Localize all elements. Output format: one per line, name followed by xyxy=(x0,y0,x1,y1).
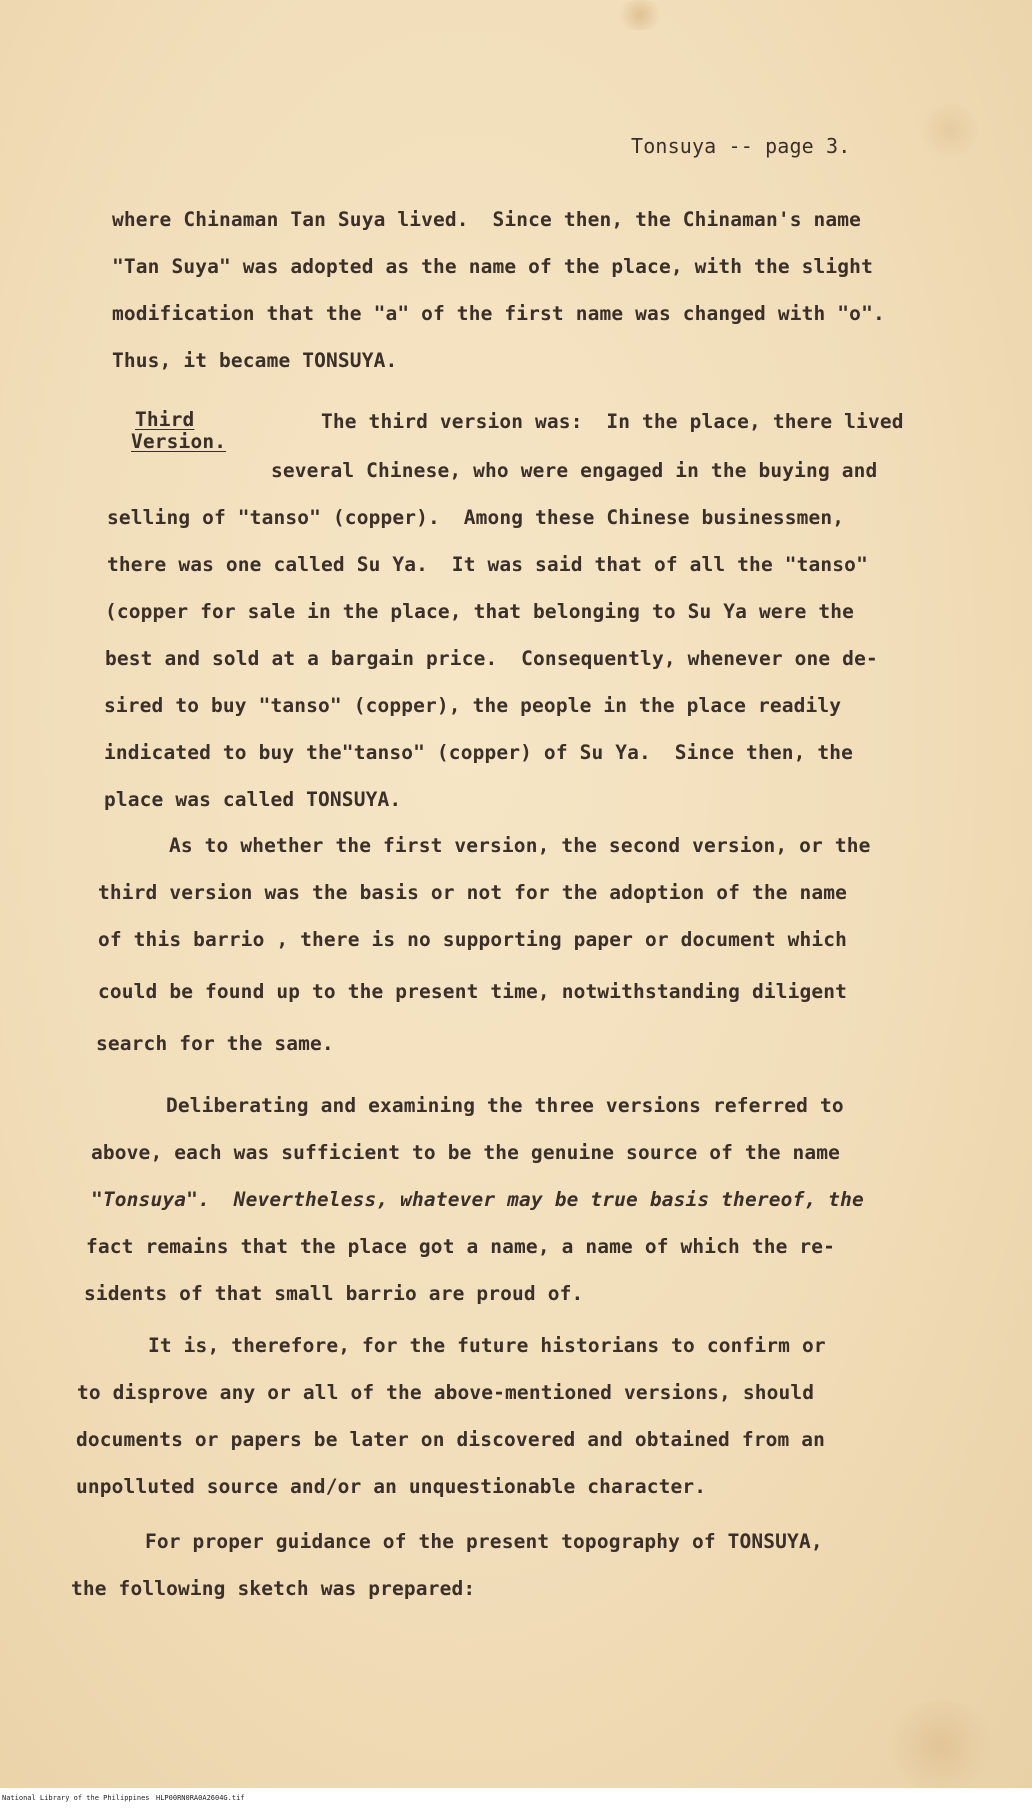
text-line: indicated to buy the"tanso" (copper) of Su Ya. Since then, the xyxy=(104,741,854,764)
text-line: where Chinaman Tan Suya lived. Since then, the Chinaman's name xyxy=(112,208,862,231)
paper-stain xyxy=(880,1700,1000,1788)
text-line: unpolluted source and/or an unquestionable character. xyxy=(76,1475,707,1498)
text-line: "Tan Suya" was adopted as the name of the place, with the slight xyxy=(112,255,873,278)
margin-label-version: Version. xyxy=(131,430,227,453)
margin-label-third: Third xyxy=(135,408,195,431)
text-line: documents or papers be later on discovered and obtained from an xyxy=(76,1428,826,1451)
text-line: fact remains that the place got a name, a name of which the re- xyxy=(86,1235,836,1258)
text-line: "Tonsuya". Nevertheless, whatever may be true basis thereof, the xyxy=(91,1188,864,1211)
text-line: selling of "tanso" (copper). Among these Chinese businessmen, xyxy=(107,506,845,529)
text-line: The third version was: In the place, there lived xyxy=(321,410,904,433)
text-line: Thus, it became TONSUYA. xyxy=(112,349,398,372)
text-line: third version was the basis or not for the adoption of the name xyxy=(98,881,848,904)
text-line: above, each was sufficient to be the genuine source of the name xyxy=(91,1141,841,1164)
page-header: Tonsuya -- page 3. xyxy=(631,134,851,158)
footer-library: National Library of the Philippines xyxy=(2,1794,150,1802)
text-line: the following sketch was prepared: xyxy=(71,1577,476,1600)
text-line: several Chinese, who were engaged in the buying and xyxy=(271,459,878,482)
text-line: sired to buy "tanso" (copper), the people in the place readily xyxy=(104,694,842,717)
text-line: sidents of that small barrio are proud of. xyxy=(84,1282,584,1305)
scan-footer xyxy=(0,1788,1032,1808)
text-line: For proper guidance of the present topography of TONSUYA, xyxy=(145,1530,823,1553)
text-line: there was one called Su Ya. It was said that of all the "tanso" xyxy=(107,553,868,576)
text-line: best and sold at a bargain price. Consequently, whenever one de- xyxy=(105,647,878,670)
paper-stain xyxy=(615,0,665,30)
text-line: place was called TONSUYA. xyxy=(104,788,402,811)
text-line: As to whether the first version, the second version, or the xyxy=(169,834,871,857)
footer-file-id: HLP00RN0RA0A2604G.tif xyxy=(156,1794,245,1802)
text-line: It is, therefore, for the future historians to confirm or xyxy=(148,1334,826,1357)
text-line: (copper for sale in the place, that belonging to Su Ya were the xyxy=(105,600,855,623)
text-line: could be found up to the present time, notwithstanding diligent xyxy=(98,980,848,1003)
text-line: search for the same. xyxy=(96,1032,334,1055)
text-line: Deliberating and examining the three versions referred to xyxy=(166,1094,844,1117)
text-line: of this barrio , there is no supporting paper or document which xyxy=(98,928,848,951)
text-line: modification that the "a" of the first name was changed with "o". xyxy=(112,302,885,325)
paper-stain xyxy=(920,100,980,160)
text-line: to disprove any or all of the above-mentioned versions, should xyxy=(77,1381,815,1404)
